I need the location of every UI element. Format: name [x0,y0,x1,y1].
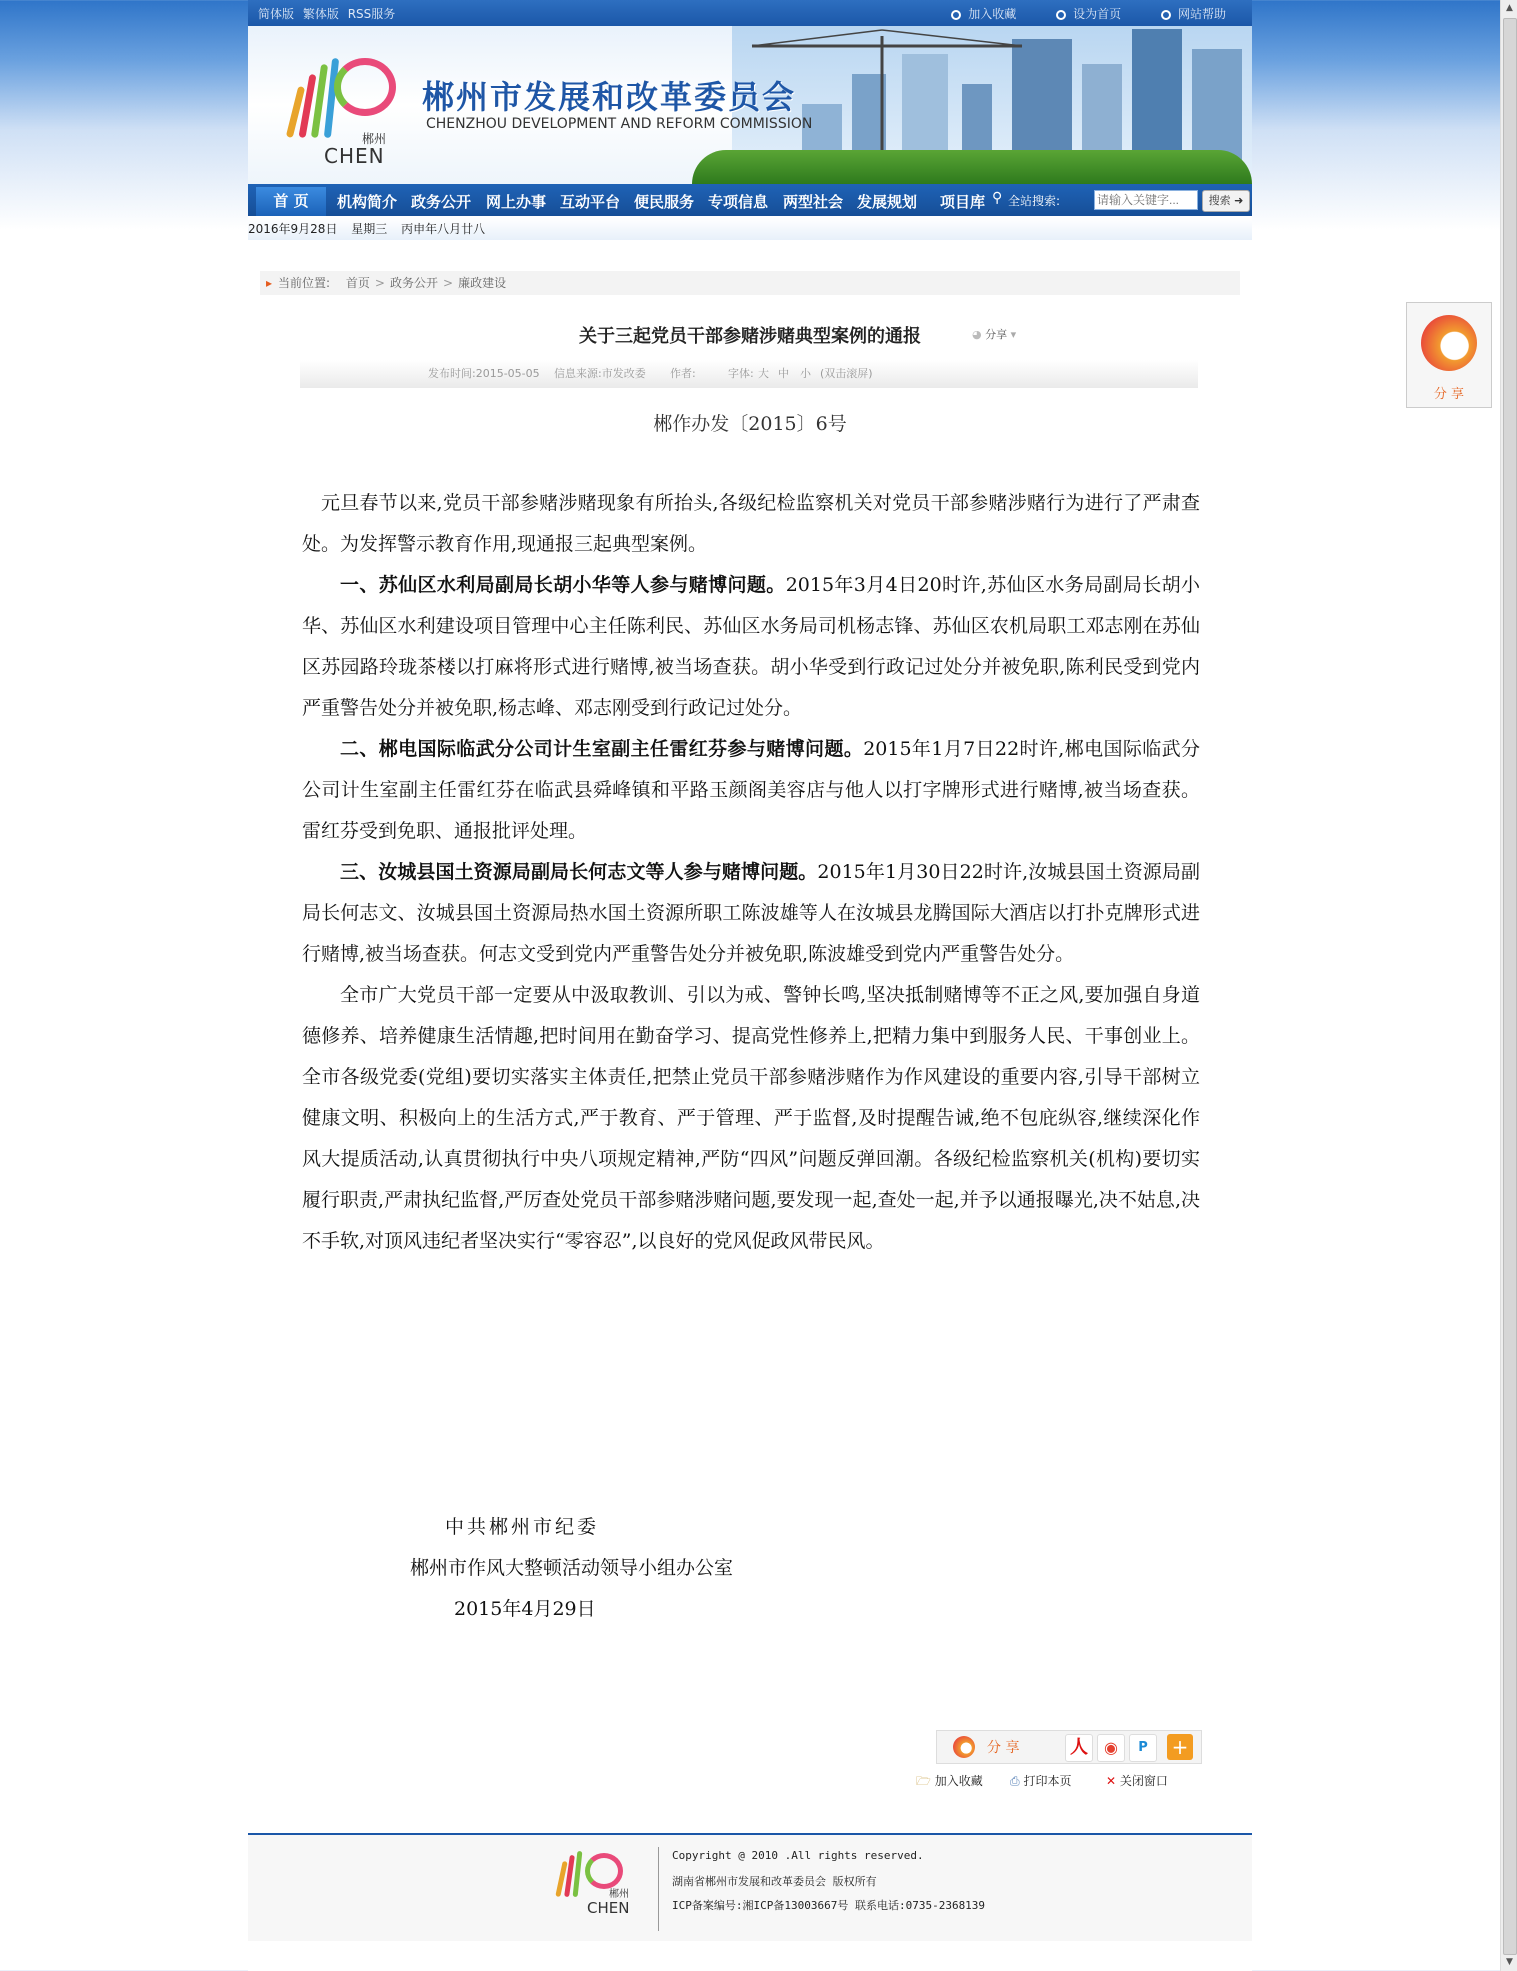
footer-logo-en: CHEN [587,1899,630,1917]
font-small[interactable]: 小 [800,367,811,380]
logo-en-text: CHEN [324,144,385,168]
article-title: 关于三起党员干部参赌涉赌典型案例的通报 [579,326,921,347]
title-share-button[interactable] [972,326,1016,342]
close-window-label: 关闭窗口 [1119,1774,1168,1788]
lunar-date: 丙申年八月廿八 [401,222,486,236]
share-logo-icon [953,1736,975,1758]
search-button[interactable] [1202,190,1250,212]
breadcrumb-label: 当前位置: [278,276,331,290]
site-name: 郴州市发展和改革委员会 [422,78,797,116]
add-favorite-label: 加入收藏 [934,1774,983,1788]
link-traditional[interactable]: 繁体版 [302,7,339,21]
paragraph [302,729,1200,852]
close-window-tool[interactable] [1106,1772,1168,1789]
case-heading: 二、郴电国际临武分公司计生室副主任雷红芬参与赌博问题。 [340,738,864,760]
arrow-right-icon: ➜ [1234,194,1244,207]
search-button-label: 搜索 [1208,194,1231,207]
footer-owner: 湖南省郴州市发展和改革委员会 版权所有 [672,1875,877,1888]
share-logo-icon [1421,315,1477,371]
footer-divider [658,1847,659,1931]
site-name-en: CHENZHOU DEVELOPMENT AND REFORM COMMISSION [426,116,813,132]
nav-item-project-library[interactable]: 项目库 [940,193,986,211]
breadcrumb-home[interactable]: 首页 [345,276,370,290]
scrollbar-thumb[interactable] [1503,18,1517,1955]
publish-time: 发布时间:2015-05-05 [428,367,540,380]
search-icon: ⚲ [992,190,1003,206]
case-text: 2015年3月4日20时许,苏仙区水务局副局长胡小华、苏仙区水利建设项目管理中心主任陈利民、苏仙区水务局司机杨志锋、苏仙区农机局职工邓志刚在苏仙区苏园路玲珑茶楼以打麻将形式进行赌博,被当场查获。胡小华受到行政记过处分并被免职,陈利民受到党内严重警告处分并被免职,杨志峰、邓志刚受到行政记过处分。 [302,574,1200,719]
printer-icon: ⎙ [1010,1774,1020,1788]
search-input[interactable] [1094,190,1198,210]
weibo-share-icon[interactable]: ◉ [1097,1734,1125,1762]
add-favorite-tool[interactable] [916,1772,983,1793]
nav-item-about[interactable]: 机构简介 [337,193,398,211]
signature-org-2: 郴州市作风大整顿活动领导小组办公室 [410,1557,734,1579]
paragraph: 全市广大党员干部一定要从中汲取教训、引以为戒、警钟长鸣,坚决抵制赌博等不正之风,要加强自身道德修养、培养健康生活情趣,把时间用在勤奋学习、提高党性修养上,把精力集中到服务人民、干事创业上。全市各级党委(党组)要切实落实主体责任,把禁止党员干部参赌涉赌作为作风建设的重要内容,引导干部树立健康文明、积极向上的生活方式,严于教育、严于管理、严于监督,及时提醒告诫,绝不包庇纵容,继续深化作风大提质活动,认真贯彻执行中央八项规定精神,严防“四风”问题反弹回潮。各级纪检监察机关(机构)要切实履行职责,严肃执纪监督,严厉查处党员干部参赌涉赌问题,要发现一起,查处一起,并予以通报曝光,决不姑息,决不手软,对顶风违纪者坚决实行“零容忍”,以良好的党风促政风带民风。 [302,984,1200,1252]
case-heading: 三、汝城县国土资源局副局长何志文等人参与赌博问题。 [340,861,818,883]
folder-icon: 🗁 [916,1774,931,1788]
info-source: 信息来源:市发改委 [554,367,646,380]
footer-icp: ICP备案编号:湘ICP备13003667号 联系电话:0735-2368139 [672,1899,986,1912]
footer-copyright: Copyright @ 2010 .All rights reserved. [672,1849,924,1862]
scroll-up-arrow-icon[interactable]: ▲ [1506,3,1513,13]
print-tool[interactable] [1010,1772,1071,1789]
nav-item-online-services[interactable]: 网上办事 [486,193,547,211]
share-bar [936,1730,1202,1764]
author: 作者: [670,367,696,380]
footer-logo-cn: 郴州 [609,1889,629,1900]
renren-share-icon[interactable]: 人 [1065,1734,1093,1762]
signature-date: 2015年4月29日 [454,1598,596,1620]
breadcrumb-arrow-icon: ▸ [266,276,273,290]
current-weekday: 星期三 [351,222,388,236]
breadcrumb-gov-affairs[interactable]: 政务公开 [389,276,438,290]
case-heading: 一、苏仙区水利局副局长胡小华等人参与赌博问题。 [340,574,786,596]
link-site-help[interactable]: 网站帮助 [1161,7,1226,21]
signature-org-1: 中共郴州市纪委 [445,1516,600,1538]
title-share-label: 分享 [985,328,1008,341]
site-logo[interactable] [284,50,392,168]
print-label: 打印本页 [1023,1774,1072,1788]
font-medium[interactable]: 中 [778,367,789,380]
scroll-down-arrow-icon[interactable]: ▼ [1506,1957,1513,1967]
case-text: 2015年1月7日22时许,郴电国际临武分公司计生室副主任雷红芬在临武县舜峰镇和平路玉颜阁美容店与他人以打字牌形式进行赌博,被当场查获。雷红芬受到免职、通报批评处理。 [302,738,1200,842]
qzone-share-icon[interactable]: P [1129,1734,1157,1762]
font-size-label: 字体: [728,367,754,380]
document-number: 郴作办发〔2015〕6号 [653,413,847,435]
article-body [302,483,1200,1262]
paragraph: 元旦春节以来,党员干部参赌涉赌现象有所抬头,各级纪检监察机关对党员干部参赌涉赌行为进行了严肃查处。为发挥警示教育作用,现通报三起典型案例。 [302,492,1200,555]
link-rss[interactable]: RSS服务 [347,7,396,21]
nav-item-special-info[interactable]: 专项信息 [708,193,769,211]
floating-share-button[interactable] [1406,302,1492,408]
footer-logo [553,1851,643,1921]
nav-item-gov-affairs[interactable]: 政务公开 [411,193,472,211]
logo-cn-text: 郴州 [362,132,387,146]
share-label: 分 享 [987,1740,1020,1756]
vertical-scrollbar[interactable] [1500,0,1517,1971]
top-utility-bar [248,0,1252,26]
case-text: 2015年1月30日22时许,汝城县国土资源局副局长何志文、汝城县国土资源局热水国土资源所职工陈波雄等人在汝城县龙腾国际大酒店以打扑克牌形式进行赌博,被当场查获。何志文受到党内严重警告处分并被免职,陈波雄受到党内严重警告处分。 [302,861,1200,965]
share-small-icon: ◕ [972,328,982,341]
link-set-homepage[interactable]: 设为首页 [1056,7,1121,21]
more-share-button[interactable]: + [1167,1734,1193,1760]
link-add-favorite[interactable]: 加入收藏 [951,7,1016,21]
breadcrumb: ▸ 当前位置: 首页 > 政务公开 > 廉政建设 [260,271,1240,295]
dropdown-icon: ▾ [1010,328,1017,341]
date-bar [248,218,1252,240]
nav-item-two-type-society[interactable]: 两型社会 [783,193,844,211]
search-label: 全站搜索: [1008,194,1061,208]
breadcrumb-integrity[interactable]: 廉政建设 [458,276,507,290]
nav-item-public-services[interactable]: 便民服务 [634,193,695,211]
font-large[interactable]: 大 [758,367,769,380]
nav-home[interactable]: 首 页 [256,187,326,216]
dblclick-scroll: (双击滚屏) [820,367,873,380]
header-banner [248,26,1252,184]
link-simplified[interactable]: 简体版 [258,7,295,21]
footer [248,1833,1252,1941]
trees-decoration [692,150,1252,184]
main-nav [248,184,1252,216]
nav-item-interaction[interactable]: 互动平台 [560,193,621,211]
paragraph [302,852,1200,975]
nav-item-planning[interactable]: 发展规划 [857,193,918,211]
article-meta [300,360,1198,388]
floating-share-label: 分 享 [1433,387,1465,402]
page-container [248,0,1252,1971]
paragraph [302,565,1200,729]
current-date: 2016年9月28日 [248,222,338,236]
close-icon: ✕ [1106,1774,1117,1788]
